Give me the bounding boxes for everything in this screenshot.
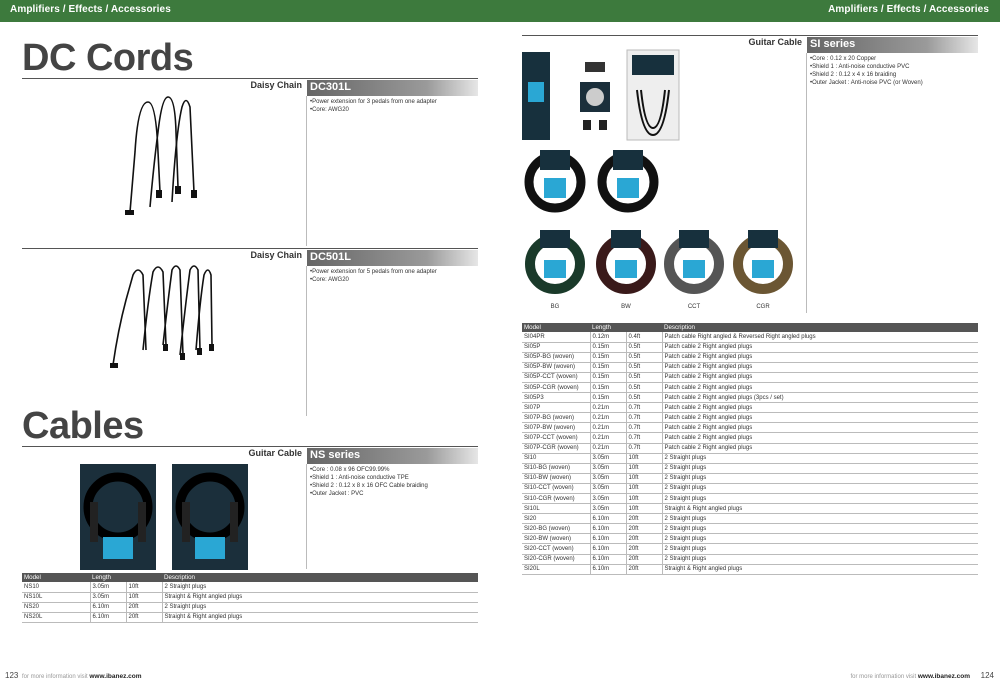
ns-cable-package-image <box>170 462 250 572</box>
table-cell: SI05P <box>522 342 590 352</box>
table-cell: NS20L <box>22 612 90 622</box>
cables-heading: Cables <box>22 405 144 447</box>
table-cell: SI07P-CCT (woven) <box>522 433 590 443</box>
table-cell: 3.05m <box>590 453 626 463</box>
col-header: Model <box>22 573 90 582</box>
table-cell: 2 Straight plugs <box>662 554 978 564</box>
dc301-name: DC301L <box>307 80 478 96</box>
table-cell: 2 Straight plugs <box>662 453 978 463</box>
dc501-header <box>22 248 478 266</box>
table-row <box>522 433 978 443</box>
table-cell: SI05P-CCT (woven) <box>522 372 590 382</box>
table-cell: 10ft <box>126 592 162 602</box>
thumb-label-bg: BG <box>550 304 560 310</box>
table-cell: 0.21m <box>590 413 626 423</box>
table-cell: 20ft <box>626 564 662 574</box>
spec-line: •Core: AWG20 <box>310 107 349 113</box>
table-row <box>522 342 978 352</box>
table-cell: Patch cable 2 Right angled plugs <box>662 433 978 443</box>
table-cell: SI10-CCT (woven) <box>522 483 590 493</box>
table-cell: Patch cable 2 Right angled plugs <box>662 382 978 392</box>
table-cell: 6.10m <box>90 602 126 612</box>
table-cell: 6.10m <box>590 564 626 574</box>
dc301-cable-image <box>120 92 210 227</box>
table-row <box>22 602 478 612</box>
table-row <box>522 483 978 493</box>
table-row <box>522 494 978 504</box>
table-row <box>22 592 478 602</box>
table-cell: 2 Straight plugs <box>662 534 978 544</box>
table-cell: 0.15m <box>590 393 626 403</box>
table-row <box>522 534 978 544</box>
divider <box>306 266 307 416</box>
table-cell: SI20-CGR (woven) <box>522 554 590 564</box>
table-cell: Straight & Right angled plugs <box>162 592 478 602</box>
table-cell: 20ft <box>126 602 162 612</box>
table-cell: 2 Straight plugs <box>162 602 478 612</box>
table-cell: 2 Straight plugs <box>662 524 978 534</box>
table-cell: SI20-BG (woven) <box>522 524 590 534</box>
spec-line: •Shield 1 : Anti-noise conductive PVC <box>810 64 910 70</box>
spec-line: •Shield 2 : 0.12 x 8 x 16 OFC Cable braiding <box>310 483 428 489</box>
spec-line: •Core : 0.08 x 96 OFC99.99% <box>310 467 390 473</box>
table-cell: 2 Straight plugs <box>162 582 478 592</box>
table-cell: Patch cable 2 Right angled plugs <box>662 352 978 362</box>
table-cell: 10ft <box>626 453 662 463</box>
col-header <box>626 323 662 332</box>
table-cell: 20ft <box>626 534 662 544</box>
col-header: Description <box>662 323 978 332</box>
table-cell: SI07P-CGR (woven) <box>522 443 590 453</box>
table-cell: Patch cable 2 Right angled plugs <box>662 443 978 453</box>
thumb-label-cgr: CGR <box>756 304 770 310</box>
page-number: 123 <box>5 671 19 680</box>
table-cell: SI10-CGR (woven) <box>522 494 590 504</box>
table-cell: SI20 <box>522 514 590 524</box>
si-cable-package-image <box>522 142 588 222</box>
table-row <box>522 554 978 564</box>
table-cell: 3.05m <box>90 582 126 592</box>
table-row <box>522 362 978 372</box>
table-cell: 10ft <box>626 494 662 504</box>
dc501-category: Daisy Chain <box>250 250 302 260</box>
table-cell: 10ft <box>626 483 662 493</box>
table-row <box>522 524 978 534</box>
table-row <box>522 564 978 574</box>
table-cell: 10ft <box>626 463 662 473</box>
table-cell: 0.5ft <box>626 372 662 382</box>
thumb-label-cct: CCT <box>687 304 701 310</box>
si-category: Guitar Cable <box>748 37 802 47</box>
table-row <box>522 382 978 392</box>
table-cell: 3.05m <box>90 592 126 602</box>
footer-text: for more information visit <box>22 674 88 680</box>
col-header <box>126 573 162 582</box>
table-cell: 0.15m <box>590 382 626 392</box>
table-row <box>522 504 978 514</box>
table-cell: 20ft <box>126 612 162 622</box>
table-cell: SI07P-BW (woven) <box>522 423 590 433</box>
table-cell: Straight & Right angled plugs <box>162 612 478 622</box>
table-row <box>522 372 978 382</box>
table-cell: 3.05m <box>590 504 626 514</box>
table-cell: 20ft <box>626 524 662 534</box>
ns-name: NS series <box>307 448 478 464</box>
spec-line: •Power extension for 5 pedals from one adapter <box>310 269 437 275</box>
table-cell: 20ft <box>626 554 662 564</box>
table-cell: Straight & Right angled plugs <box>662 504 978 514</box>
dc501-name: DC501L <box>307 250 478 266</box>
col-header: Model <box>522 323 590 332</box>
table-cell: 0.5ft <box>626 352 662 362</box>
table-cell: SI04PR <box>522 332 590 342</box>
dc501-specs <box>310 268 437 284</box>
col-header: Length <box>590 323 626 332</box>
table-cell: 10ft <box>626 473 662 483</box>
patch-cable-3pcs-image <box>627 50 679 140</box>
table-cell: 0.5ft <box>626 393 662 403</box>
table-cell: 0.21m <box>590 403 626 413</box>
table-cell: 0.21m <box>590 443 626 453</box>
table-cell: SI05P-BG (woven) <box>522 352 590 362</box>
table-cell: SI07P <box>522 403 590 413</box>
divider <box>806 53 807 313</box>
table-cell: SI10 <box>522 453 590 463</box>
divider <box>306 464 307 569</box>
table-cell: Straight & Right angled plugs <box>662 564 978 574</box>
dc501-cable-image <box>108 260 218 380</box>
table-cell: 0.12m <box>590 332 626 342</box>
table-cell: Patch cable 2 Right angled plugs <box>662 423 978 433</box>
page-left <box>0 22 500 680</box>
table-cell: 0.15m <box>590 352 626 362</box>
table-cell: 3.05m <box>590 494 626 504</box>
table-cell: 0.5ft <box>626 382 662 392</box>
table-cell: SI20-BW (woven) <box>522 534 590 544</box>
table-cell: 20ft <box>626 514 662 524</box>
table-cell: 6.10m <box>590 534 626 544</box>
ns-specs <box>310 466 428 498</box>
footer <box>22 673 142 680</box>
footer-text: for more information visit <box>850 674 917 680</box>
footer-link[interactable]: www.ibanez.com <box>917 673 970 680</box>
si-header <box>522 35 978 53</box>
table-cell: 0.5ft <box>626 342 662 352</box>
si-bg-image <box>522 224 588 302</box>
table-cell: 6.10m <box>590 514 626 524</box>
table-cell: SI20-CCT (woven) <box>522 544 590 554</box>
table-cell: 6.10m <box>590 554 626 564</box>
spec-line: •Core : 0.12 x 20 Copper <box>810 56 877 62</box>
dc-cords-heading: DC Cords <box>22 37 194 79</box>
page-number: 124 <box>980 671 994 680</box>
header-bar <box>0 0 1000 22</box>
table-cell: 2 Straight plugs <box>662 473 978 483</box>
table-cell: 10ft <box>126 582 162 592</box>
table-row <box>22 582 478 592</box>
table-cell: Patch cable 2 Right angled plugs <box>662 403 978 413</box>
table-cell: 0.15m <box>590 342 626 352</box>
table-row <box>522 352 978 362</box>
table-cell: Patch cable 2 Right angled plugs (3pcs / set) <box>662 393 978 403</box>
table-cell: 2 Straight plugs <box>662 463 978 473</box>
ns-category: Guitar Cable <box>248 448 302 458</box>
table-cell: 6.10m <box>90 612 126 622</box>
table-cell: 2 Straight plugs <box>662 494 978 504</box>
table-cell: 6.10m <box>590 544 626 554</box>
table-cell: SI05P-BW (woven) <box>522 362 590 372</box>
table-cell: Patch cable 2 Right angled plugs <box>662 342 978 352</box>
table-cell: 3.05m <box>590 473 626 483</box>
section-title-left: Amplifiers / Effects / Accessories <box>10 4 171 15</box>
table-row <box>522 413 978 423</box>
table-cell: 10ft <box>626 504 662 514</box>
table-cell: 3.05m <box>590 463 626 473</box>
footer <box>851 673 971 680</box>
spec-line: •Power extension for 3 pedals from one adapter <box>310 99 437 105</box>
table-cell: 0.5ft <box>626 362 662 372</box>
table-cell: NS10 <box>22 582 90 592</box>
si-cct-image <box>661 224 727 302</box>
table-row <box>522 393 978 403</box>
table-cell: 2 Straight plugs <box>662 483 978 493</box>
section-title-right: Amplifiers / Effects / Accessories <box>828 4 989 15</box>
dc301-category: Daisy Chain <box>250 80 302 90</box>
table-cell: 3.05m <box>590 483 626 493</box>
spec-line: •Core: AWG20 <box>310 277 349 283</box>
table-cell: 0.15m <box>590 372 626 382</box>
ns-spec-table <box>22 573 478 623</box>
table-cell: 2 Straight plugs <box>662 514 978 524</box>
si-name: SI series <box>807 37 978 53</box>
table-cell: 0.15m <box>590 362 626 372</box>
table-row <box>22 612 478 622</box>
table-cell: 2 Straight plugs <box>662 544 978 554</box>
dc301-header <box>22 78 478 96</box>
patch-cable-package-image <box>522 52 550 140</box>
table-cell: Patch cable 2 Right angled plugs <box>662 413 978 423</box>
table-cell: SI05P3 <box>522 393 590 403</box>
spec-line: •Shield 1 : Anti-noise conductive TPE <box>310 475 409 481</box>
table-cell: SI10-BW (woven) <box>522 473 590 483</box>
table-cell: SI05P-CGR (woven) <box>522 382 590 392</box>
table-cell: Patch cable 2 Right angled plugs <box>662 362 978 372</box>
table-cell: 0.7ft <box>626 443 662 453</box>
table-row <box>522 514 978 524</box>
divider <box>306 96 307 246</box>
table-cell: 0.7ft <box>626 433 662 443</box>
table-cell: SI20L <box>522 564 590 574</box>
si-specs <box>810 55 923 87</box>
table-row <box>522 423 978 433</box>
table-cell: Patch cable Right angled & Reversed Right angled plugs <box>662 332 978 342</box>
col-header: Description <box>162 573 478 582</box>
si-bw-image <box>593 224 659 302</box>
table-cell: SI10-BG (woven) <box>522 463 590 473</box>
table-row <box>522 453 978 463</box>
patch-cable-image <box>575 62 615 132</box>
ns-cable-package-image <box>78 462 158 572</box>
col-header: Length <box>90 573 126 582</box>
page-right <box>500 22 1000 680</box>
table-cell: Patch cable 2 Right angled plugs <box>662 372 978 382</box>
table-cell: 0.21m <box>590 433 626 443</box>
table-row <box>522 463 978 473</box>
si-spec-table <box>522 323 978 575</box>
table-row <box>522 332 978 342</box>
table-cell: 0.7ft <box>626 423 662 433</box>
spec-line: •Outer Jacket : PVC <box>310 491 364 497</box>
table-cell: 0.21m <box>590 423 626 433</box>
table-cell: NS10L <box>22 592 90 602</box>
footer-link[interactable]: www.ibanez.com <box>89 673 142 680</box>
si-cable-package-image <box>595 142 661 222</box>
table-cell: NS20 <box>22 602 90 612</box>
table-cell: SI10L <box>522 504 590 514</box>
table-cell: 0.7ft <box>626 413 662 423</box>
table-cell: 0.7ft <box>626 403 662 413</box>
table-row <box>522 544 978 554</box>
thumb-label-bw: BW <box>621 304 631 310</box>
table-cell: SI07P-BG (woven) <box>522 413 590 423</box>
spec-line: •Outer Jacket : Anti-noise PVC (or Woven) <box>810 80 923 86</box>
dc301-specs <box>310 98 437 114</box>
table-cell: 20ft <box>626 544 662 554</box>
table-cell: 6.10m <box>590 524 626 534</box>
si-cgr-image <box>730 224 796 302</box>
spec-line: •Shield 2 : 0.12 x 4 x 16 braiding <box>810 72 897 78</box>
table-row <box>522 473 978 483</box>
table-cell: 0.4ft <box>626 332 662 342</box>
table-row <box>522 443 978 453</box>
table-row <box>522 403 978 413</box>
